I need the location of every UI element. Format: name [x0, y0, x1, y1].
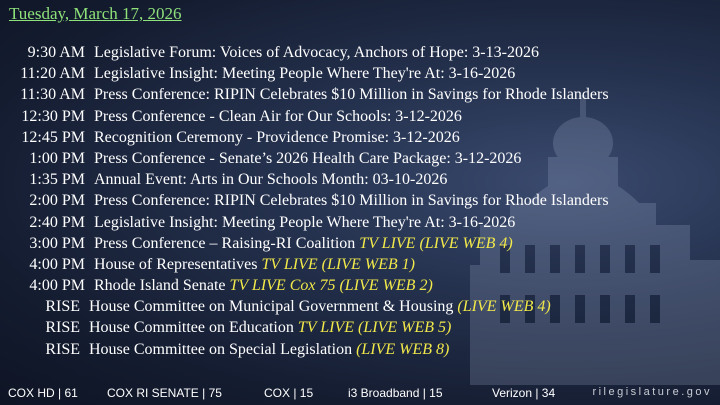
program-title: Press Conference – Raising-RI Coalition	[94, 234, 356, 252]
schedule-row	[0, 44, 720, 65]
schedule-row	[0, 319, 720, 340]
row-time: 1:00 PM	[29, 149, 85, 167]
live-indicator: TV LIVE (LIVE WEB 1)	[261, 255, 415, 273]
schedule-row	[0, 86, 720, 107]
row-title	[85, 129, 460, 147]
row-title	[85, 214, 515, 232]
row-title	[80, 341, 449, 359]
schedule-row	[0, 171, 720, 192]
row-time: RISE	[45, 340, 80, 358]
channel-footer	[0, 383, 720, 403]
live-indicator: (LIVE WEB 8)	[356, 340, 450, 358]
program-title: Legislative Insight: Meeting People Where They're At: 3-16-2026	[94, 65, 516, 83]
program-title: Press Conference: RIPIN Celebrates $10 Million in Savings for Rhode Islanders	[94, 86, 609, 104]
live-indicator: TV LIVE Cox 75 (LIVE WEB 2)	[229, 277, 433, 295]
program-title: Legislative Forum: Voices of Advocacy, Anchors of Hope: 3-13-2026	[94, 44, 539, 61]
row-time: 4:00 PM	[29, 277, 85, 295]
program-title: House Committee on Municipal Government & Housing	[89, 298, 454, 316]
row-title	[80, 319, 451, 337]
site-url: rilegislature.gov	[592, 386, 712, 398]
program-title: Press Conference: RIPIN Celebrates $10 Million in Savings for Rhode Islanders	[94, 192, 609, 210]
schedule-row	[0, 214, 720, 235]
row-title	[85, 192, 609, 210]
channel-verizon: Verizon | 34	[492, 386, 556, 400]
program-title: Press Conference - Clean Air for Our Schools: 3-12-2026	[94, 107, 462, 125]
row-title	[85, 108, 462, 126]
row-time: 12:45 PM	[21, 128, 85, 146]
schedule-row	[0, 235, 720, 256]
schedule-row	[0, 341, 720, 362]
schedule-row	[0, 150, 720, 171]
schedule-row	[0, 129, 720, 150]
program-title: Annual Event: Arts in Our Schools Month: 03-10-2026	[94, 171, 448, 189]
live-indicator: TV LIVE (LIVE WEB 4)	[359, 234, 513, 252]
schedule-row	[0, 108, 720, 129]
row-title	[85, 256, 415, 274]
row-time: 9:30 AM	[27, 44, 85, 61]
schedule-row	[0, 192, 720, 213]
live-indicator: TV LIVE (LIVE WEB 5)	[297, 319, 452, 337]
row-title	[80, 298, 551, 316]
row-time: 2:00 PM	[29, 192, 85, 210]
row-time: RISE	[45, 319, 80, 337]
row-time: 12:30 PM	[21, 107, 85, 125]
live-indicator: (LIVE WEB 4)	[457, 298, 551, 316]
program-title: House Committee on Special Legislation	[89, 340, 353, 358]
program-title: House of Representatives	[94, 255, 258, 273]
schedule-row	[0, 65, 720, 86]
row-time: 2:40 PM	[29, 213, 85, 231]
channel-cox-ri-senate: COX RI SENATE | 75	[107, 386, 222, 400]
row-time: 11:30 AM	[20, 86, 85, 104]
row-title	[85, 86, 609, 104]
row-title	[85, 235, 513, 253]
channel-cox: COX | 15	[264, 386, 314, 400]
row-time: 1:35 PM	[29, 171, 85, 189]
row-title	[85, 171, 447, 189]
row-title	[85, 277, 433, 295]
channel-cox-hd: COX HD | 61	[8, 386, 78, 400]
channel-i3-broadband: i3 Broadband | 15	[348, 386, 443, 400]
schedule-row	[0, 277, 720, 298]
program-schedule	[0, 44, 720, 362]
row-time: 4:00 PM	[29, 255, 85, 273]
row-title	[85, 44, 539, 62]
program-title: Legislative Insight: Meeting People Where They're At: 3-16-2026	[94, 213, 516, 231]
program-title: House Committee on Education	[89, 319, 294, 337]
program-title: Rhode Island Senate	[94, 277, 226, 295]
row-title	[85, 65, 515, 83]
schedule-date: Tuesday, March 17, 2026	[9, 4, 182, 23]
program-title: Press Conference - Senate’s 2026 Health Care Package: 3-12-2026	[94, 149, 522, 167]
row-time: RISE	[45, 298, 80, 316]
schedule-row	[0, 256, 720, 277]
row-title	[85, 150, 521, 168]
program-title: Recognition Ceremony - Providence Promise: 3-12-2026	[94, 128, 460, 146]
row-time: 11:20 AM	[20, 65, 85, 83]
row-time: 3:00 PM	[29, 234, 85, 252]
schedule-row	[0, 298, 720, 319]
